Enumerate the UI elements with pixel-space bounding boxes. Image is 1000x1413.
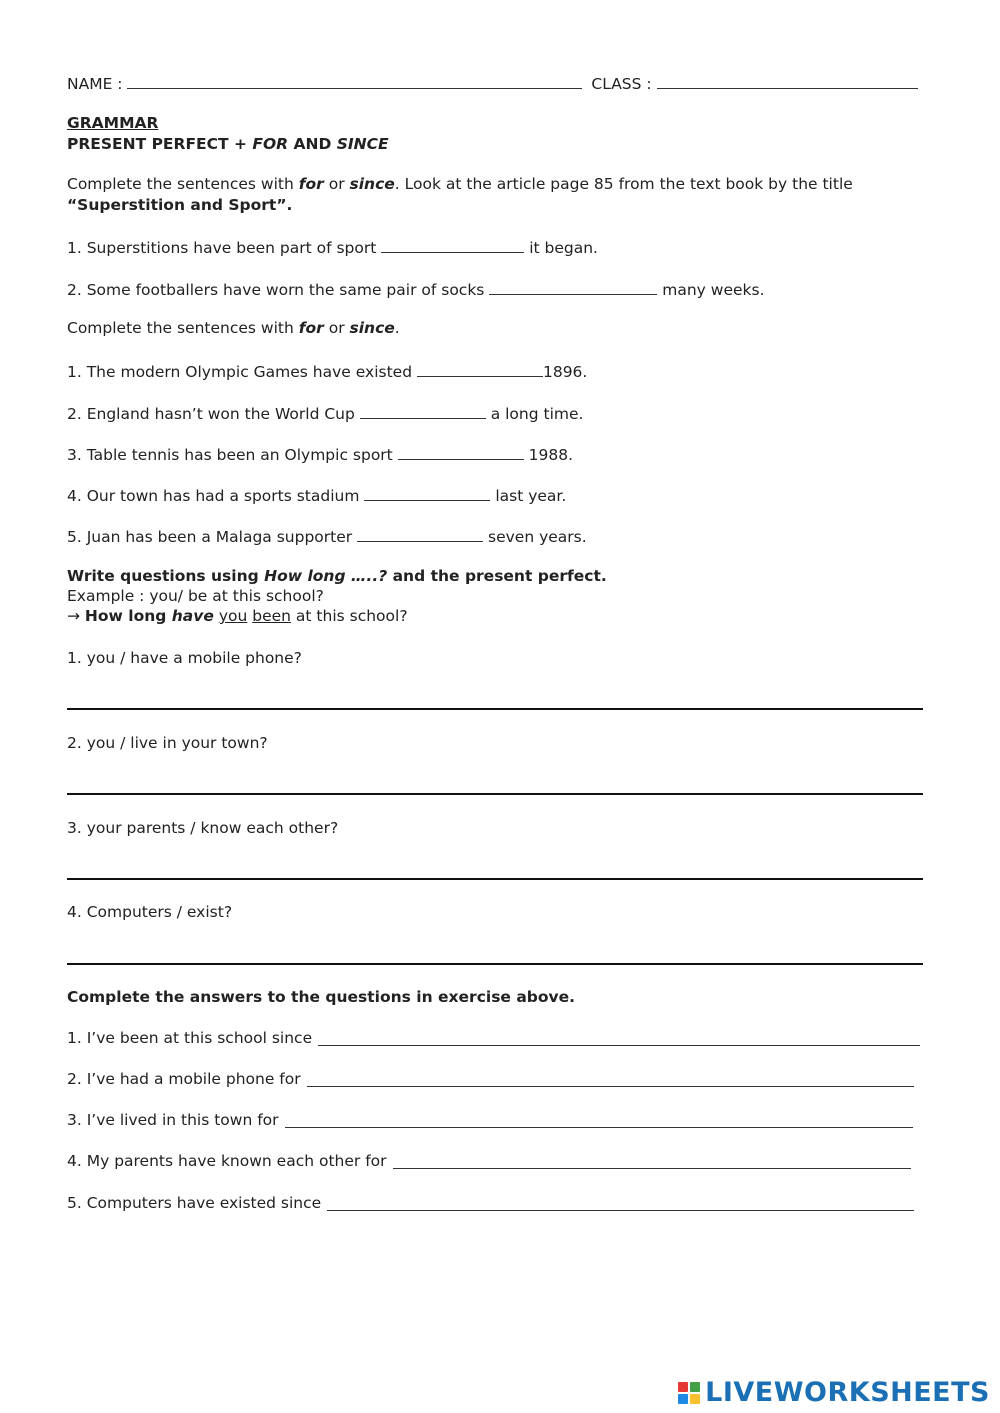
answer-blank[interactable] bbox=[398, 443, 524, 460]
example-have: have bbox=[171, 607, 214, 625]
answer-blank[interactable] bbox=[381, 236, 524, 253]
answer-blank[interactable] bbox=[489, 278, 657, 295]
instruction-text: Complete the sentences with bbox=[67, 175, 299, 193]
instruction-text: . Look at the article page 85 from the text book by the title bbox=[394, 175, 853, 193]
exercise1-item bbox=[67, 236, 598, 257]
article-title: “Superstition and Sport”. bbox=[67, 196, 293, 214]
answer-line[interactable] bbox=[67, 793, 923, 795]
instruction-or: or bbox=[323, 319, 350, 337]
instruction-text: Write questions using bbox=[67, 567, 265, 585]
instruction-for: for bbox=[298, 175, 324, 193]
answer-blank[interactable] bbox=[327, 1194, 914, 1211]
question-prompt: 2. you / live in your town? bbox=[67, 734, 268, 752]
exercise1-instruction bbox=[67, 175, 853, 193]
example-rest: at this school? bbox=[290, 607, 408, 625]
question-prompt: 3. your parents / know each other? bbox=[67, 819, 339, 837]
exercise3-instruction bbox=[67, 567, 607, 585]
exercise2-item bbox=[67, 443, 573, 464]
exercise4-item bbox=[67, 1029, 920, 1047]
logo-square bbox=[678, 1382, 688, 1392]
item-text: many weeks. bbox=[662, 281, 765, 299]
item-text: 5. Juan has been a Malaga supporter bbox=[67, 528, 353, 546]
logo-icon bbox=[678, 1382, 700, 1404]
exercise4-item bbox=[67, 1070, 914, 1088]
exercise4-item bbox=[67, 1111, 913, 1129]
instruction-how-long: How long …..? bbox=[264, 567, 388, 585]
name-row bbox=[67, 72, 918, 93]
example-answer bbox=[67, 607, 408, 625]
item-text: 5. Computers have existed since bbox=[67, 1194, 322, 1212]
answer-blank[interactable] bbox=[357, 525, 483, 542]
subheading-prefix: PRESENT PERFECT + bbox=[67, 135, 253, 153]
instruction-text: and the present perfect. bbox=[387, 567, 607, 585]
item-text: 2. I’ve had a mobile phone for bbox=[67, 1070, 301, 1088]
exercise2-instruction bbox=[67, 319, 400, 337]
item-text: 1. I’ve been at this school since bbox=[67, 1029, 313, 1047]
item-text: it began. bbox=[529, 239, 598, 257]
arrow-icon: → bbox=[67, 607, 85, 625]
name-field[interactable] bbox=[127, 72, 582, 89]
answer-blank[interactable] bbox=[417, 360, 543, 377]
section-heading: GRAMMAR bbox=[67, 114, 159, 132]
instruction-or: or bbox=[323, 175, 350, 193]
section-subheading bbox=[67, 135, 389, 153]
exercise2-item bbox=[67, 525, 587, 546]
item-text: a long time. bbox=[490, 405, 584, 423]
answer-line[interactable] bbox=[67, 963, 923, 965]
item-text: 2. Some footballers have worn the same pair of socks bbox=[67, 281, 485, 299]
answer-blank[interactable] bbox=[285, 1111, 913, 1128]
subheading-and: AND bbox=[288, 135, 337, 153]
instruction-text: Complete the sentences with bbox=[67, 319, 299, 337]
answer-blank[interactable] bbox=[318, 1029, 920, 1046]
item-text: 1. The modern Olympic Games have existed bbox=[67, 363, 413, 381]
item-text: 2. England hasn’t won the World Cup bbox=[67, 405, 355, 423]
example-been: been bbox=[252, 607, 291, 625]
exercise2-item bbox=[67, 402, 583, 423]
answer-line[interactable] bbox=[67, 878, 923, 880]
question-prompt: 4. Computers / exist? bbox=[67, 903, 233, 921]
example-label: Example : you/ be at this school? bbox=[67, 587, 324, 605]
item-text: 1. Superstitions have been part of sport bbox=[67, 239, 377, 257]
item-text: 4. My parents have known each other for bbox=[67, 1152, 387, 1170]
example-you: you bbox=[218, 607, 248, 625]
exercise2-item bbox=[67, 360, 587, 381]
answer-blank[interactable] bbox=[364, 484, 490, 501]
answer-blank[interactable] bbox=[360, 402, 486, 419]
item-text: 3. I’ve lived in this town for bbox=[67, 1111, 279, 1129]
instruction-for: for bbox=[298, 319, 324, 337]
class-field[interactable] bbox=[657, 72, 918, 89]
exercise4-item bbox=[67, 1152, 911, 1170]
item-text: 1988. bbox=[528, 446, 573, 464]
item-text: 1896. bbox=[542, 363, 588, 381]
logo-square bbox=[678, 1394, 688, 1404]
instruction-since: since bbox=[349, 319, 395, 337]
liveworksheets-logo bbox=[678, 1377, 990, 1408]
example-how-long: How long bbox=[84, 607, 172, 625]
logo-text: LIVEWORKSHEETS bbox=[705, 1377, 990, 1408]
exercise2-item bbox=[67, 484, 566, 505]
logo-square bbox=[690, 1394, 700, 1404]
item-text: last year. bbox=[495, 487, 567, 505]
name-label: NAME : bbox=[67, 75, 123, 93]
logo-square bbox=[690, 1382, 700, 1392]
item-text: 4. Our town has had a sports stadium bbox=[67, 487, 360, 505]
exercise4-instruction: Complete the answers to the questions in exercise above. bbox=[67, 988, 576, 1006]
subheading-for: FOR bbox=[252, 135, 289, 153]
answer-blank[interactable] bbox=[393, 1152, 911, 1169]
item-text: seven years. bbox=[488, 528, 587, 546]
question-prompt: 1. you / have a mobile phone? bbox=[67, 649, 302, 667]
instruction-text: . bbox=[394, 319, 400, 337]
answer-line[interactable] bbox=[67, 708, 923, 710]
exercise1-item bbox=[67, 278, 765, 299]
exercise4-item bbox=[67, 1194, 914, 1212]
instruction-since: since bbox=[349, 175, 395, 193]
answer-blank[interactable] bbox=[307, 1070, 914, 1087]
item-text: 3. Table tennis has been an Olympic sport bbox=[67, 446, 393, 464]
class-label: CLASS : bbox=[591, 75, 652, 93]
subheading-since: SINCE bbox=[336, 135, 389, 153]
